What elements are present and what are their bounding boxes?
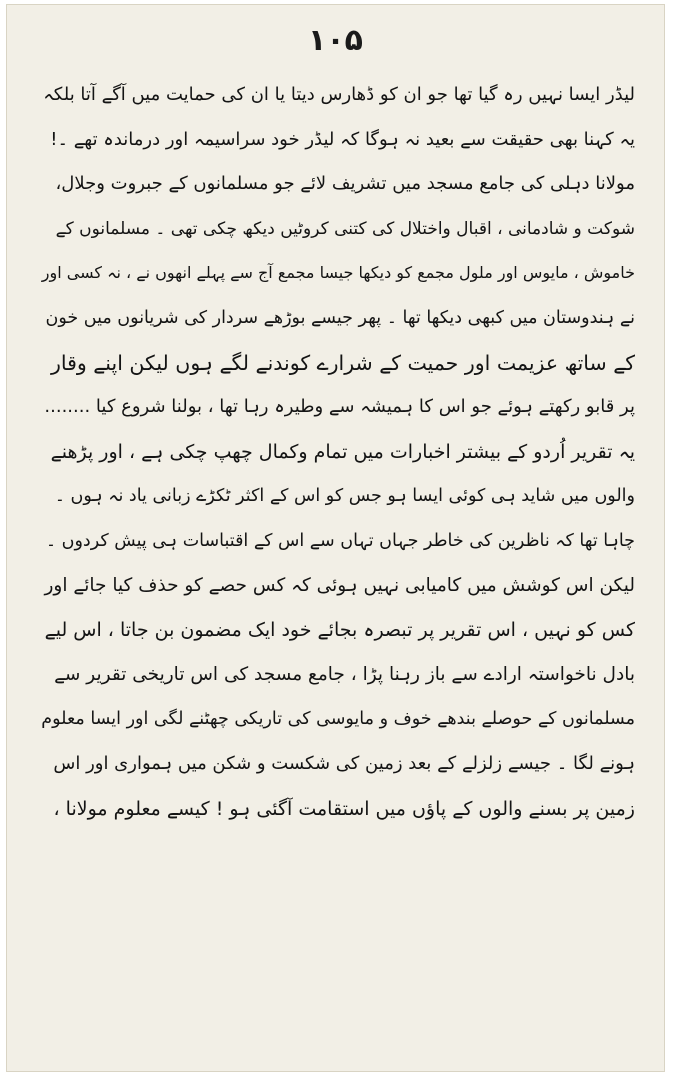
page-body-text <box>41 73 635 831</box>
text-line: شوکت و شادمانی ، اقبال واختلال کی کتنی کروٹیں دیکھ چکی تھی ۔ مسلمانوں کے <box>55 218 635 239</box>
text-line: زمین پر بسنے والوں کے پاؤں میں استقامت آگئی ہو ! کیسے معلوم مولانا ، <box>53 797 635 820</box>
text-line: کے ساتھ عزیمت اور حمیت کے شرارے کوندنے لگے ہوں لیکن اپنے وقار <box>50 350 635 375</box>
text-line: ہونے لگا ۔ جیسے زلزلے کے بعد زمین کی شکست و شکن میں ہمواری اور اس <box>53 752 635 774</box>
text-line: کس کو نہیں ، اس تقریر پر تبصرہ بجائے خود ایک مضمون بن جاتا ، اس لیے <box>44 619 635 642</box>
text-line: نے ہندوستان میں کبھی دیکھا تھا ۔ پھر جیسے بوڑھے سردار کی شریانوں میں خون <box>45 307 635 328</box>
text-line: خاموش ، مایوس اور ملول مجمع کو دیکھا جیسا مجمع آج سے پہلے انھوں نے ، نہ کسی اور <box>41 263 635 283</box>
text-line: بادل ناخواستہ ارادے سے باز رہنا پڑا ، جامع مسجد کی اس تاریخی تقریر سے <box>54 663 635 685</box>
text-line: مولانا دہلی کی جامع مسجد میں تشریف لائے جو مسلمانوں کے جبروت وجلال، <box>55 173 635 195</box>
text-line: پر قابو رکھتے ہوئے جو اس کا ہمیشہ سے وطیرہ رہا تھا ، بولنا شروع کیا ........ <box>44 396 635 418</box>
text-line: یہ کہنا بھی حقیقت سے بعید نہ ہوگا کہ لیڈر خود سراسیمہ اور درماندہ تھے ۔! <box>50 128 635 150</box>
text-line: والوں میں شاید ہی کوئی ایسا ہو جس کو اس کے اکثر ٹکڑے زبانی یاد نہ ہوں ۔ <box>54 486 635 507</box>
page-number: ۱۰۵ <box>308 23 363 58</box>
text-line: لیڈر ایسا نہیں رہ گیا تھا جو ان کو ڈھارس دیتا یا ان کی حمایت میں آگے آتا بلکہ <box>43 84 635 105</box>
text-line: مسلمانوں کے حوصلے بندھے خوف و مایوسی کی تاریکی چھٹنے لگی اور ایسا معلوم <box>41 709 635 730</box>
book-page <box>6 4 665 1072</box>
text-line: لیکن اس کوشش میں کامیابی نہیں ہوئی کہ کس حصے کو حذف کیا جائے اور <box>44 574 635 596</box>
text-line: چاہا تھا کہ ناظرین کی خاطر جہاں تہاں سے اس کے اقتباسات ہی پیش کردوں ۔ <box>45 530 635 551</box>
text-line: یہ تقریر اُردو کے بیشتر اخبارات میں تمام وکمال چھپ چکی ہے ، اور پڑھنے <box>50 440 635 463</box>
